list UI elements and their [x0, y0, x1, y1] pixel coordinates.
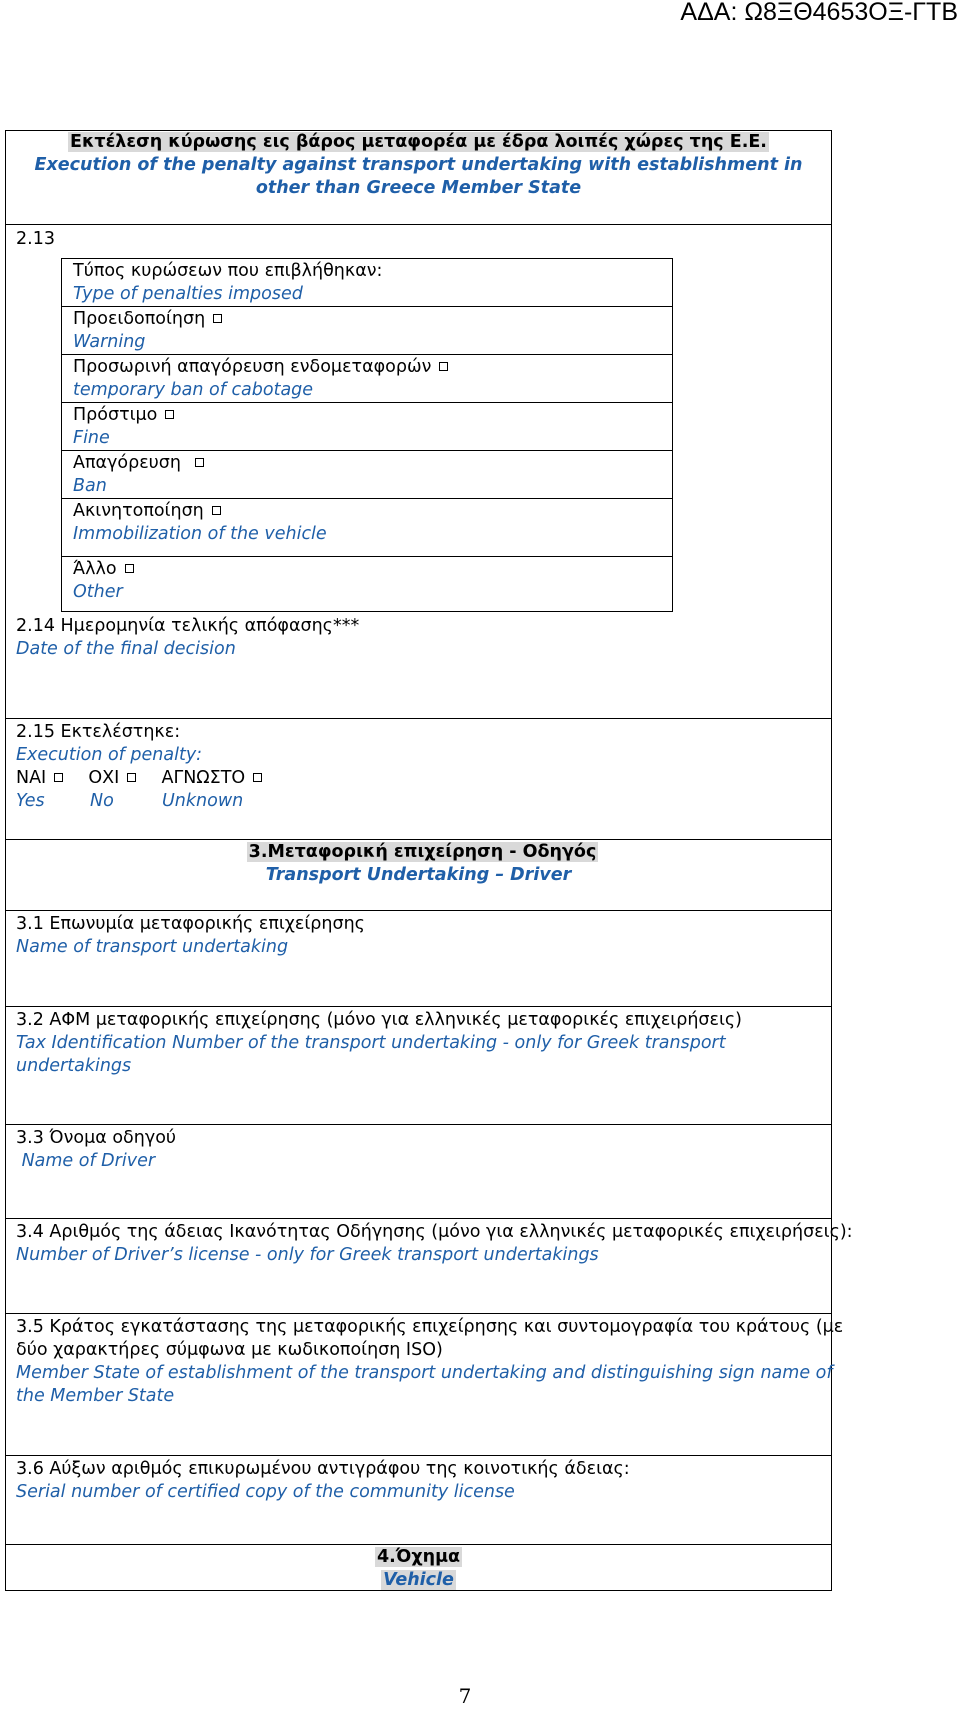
- option-label-greek: Προσωρινή απαγόρευση ενδομεταφορών: [73, 357, 432, 377]
- option-label-greek: Άλλο: [73, 559, 117, 579]
- row-divider: [5, 1313, 832, 1314]
- section-header-english-1: Execution of the penalty against transport undertaking with establishment in: [34, 155, 803, 175]
- section-header-english-2: other than Greece Member State: [255, 178, 582, 198]
- checkbox-yes[interactable]: [54, 773, 63, 782]
- item-36-greek: 3.6 Αύξων αριθμός επικυρωμένου αντιγράφου της κοινοτικής άδειας:: [16, 1459, 630, 1479]
- page-number: 7: [458, 1684, 472, 1708]
- option-label-greek: Απαγόρευση: [73, 453, 187, 473]
- penalty-option-other: [73, 558, 134, 604]
- checkbox[interactable]: [195, 458, 204, 467]
- document-id-header: ΑΔΑ: Ω8ΞΘ4653ΟΞ-ΓΤΒ: [680, 0, 958, 26]
- penalty-types-title-greek: Τύπος κυρώσεων που επιβλήθηκαν:: [73, 261, 383, 281]
- choice-unknown-english: Unknown: [162, 791, 244, 811]
- row-divider: [5, 839, 832, 840]
- item-214-greek: 2.14 Ημερομηνία τελικής απόφασης***: [16, 616, 360, 636]
- penalty-option-cabotage-ban: [73, 356, 448, 402]
- item-35: [16, 1316, 843, 1408]
- checkbox[interactable]: [439, 362, 448, 371]
- choice-yes-greek: ΝΑΙ: [16, 768, 47, 788]
- option-label-english: Ban: [73, 476, 107, 496]
- item-214: [16, 615, 359, 661]
- inner-divider: [61, 354, 673, 355]
- penalty-option-fine: [73, 404, 174, 450]
- section-4-header: [5, 1546, 832, 1592]
- item-36-english: Serial number of certified copy of the community license: [16, 1482, 515, 1502]
- choice-unknown-greek: ΑΓΝΩΣΤΟ: [161, 768, 246, 788]
- section-4-english: Vehicle: [383, 1570, 454, 1590]
- item-33-english: Name of Driver: [16, 1151, 156, 1171]
- section-header-greek: Εκτέλεση κύρωσης εις βάρος μεταφορέα με έδρα λοιπές χώρες της Ε.Ε.: [70, 132, 767, 152]
- penalty-option-warning: [73, 308, 222, 354]
- inner-divider: [61, 556, 673, 557]
- row-divider: [5, 718, 832, 719]
- row-divider: [5, 1124, 832, 1125]
- item-32-english-1: Tax Identification Number of the transport undertaking - only for Greek transport: [16, 1033, 726, 1053]
- item-32: [16, 1009, 742, 1078]
- section-4-greek: 4.Όχημα: [376, 1547, 461, 1567]
- item-32-english-2: undertakings: [16, 1056, 132, 1076]
- row-divider: [5, 224, 832, 225]
- item-213-number: 2.13: [16, 229, 55, 249]
- checkbox[interactable]: [165, 410, 174, 419]
- checkbox-no[interactable]: [127, 773, 136, 782]
- item-31-english: Name of transport undertaking: [16, 937, 289, 957]
- section-3-english: Transport Undertaking – Driver: [265, 865, 572, 885]
- item-35-greek-2: δύο χαρακτήρες σύμφωνα με κωδικοποίηση ISO): [16, 1340, 443, 1360]
- checkbox-unknown[interactable]: [253, 773, 262, 782]
- option-label-english: Other: [73, 582, 123, 602]
- row-divider: [5, 1544, 832, 1545]
- inner-divider: [61, 402, 673, 403]
- row-divider: [5, 1006, 832, 1007]
- item-215-english: Execution of penalty:: [16, 745, 203, 765]
- section-header: [5, 131, 832, 200]
- item-215: [16, 721, 262, 813]
- choice-no-english: No: [90, 791, 114, 811]
- item-35-english-1: Member State of establishment of the transport undertaking and distinguishing sign name of: [16, 1363, 833, 1383]
- item-35-greek-1: 3.5 Κράτος εγκατάστασης της μεταφορικής επιχείρησης και συντομογραφία του κράτους (με: [16, 1317, 844, 1337]
- row-divider: [5, 910, 832, 911]
- option-label-english: temporary ban of cabotage: [73, 380, 314, 400]
- section-3-header: [5, 841, 832, 887]
- option-label-english: Fine: [73, 428, 110, 448]
- item-36: [16, 1458, 630, 1504]
- checkbox[interactable]: [125, 564, 134, 573]
- item-214-english: Date of the final decision: [16, 639, 236, 659]
- item-215-greek: 2.15 Εκτελέστηκε:: [16, 722, 181, 742]
- choice-no-greek: ΟΧΙ: [88, 768, 120, 788]
- inner-divider: [61, 450, 673, 451]
- item-34-greek: 3.4 Αριθμός της άδειας Ικανότητας Οδήγησης (μόνο για ελληνικές μεταφορικές επιχειρήσεις):: [16, 1222, 853, 1242]
- row-divider: [5, 1218, 832, 1219]
- item-33: [16, 1127, 176, 1173]
- item-32-greek: 3.2 ΑΦΜ μεταφορικής επιχείρησης (μόνο για ελληνικές μεταφορικές επιχειρήσεις): [16, 1010, 742, 1030]
- section-3-greek: 3.Μεταφορική επιχείρηση - Οδηγός: [248, 842, 597, 862]
- choice-yes-english: Yes: [16, 791, 45, 811]
- option-label-english: Immobilization of the vehicle: [73, 524, 327, 544]
- row-divider: [5, 1455, 832, 1456]
- item-34: [16, 1221, 853, 1267]
- inner-divider: [61, 306, 673, 307]
- penalty-types-title-english: Type of penalties imposed: [73, 284, 303, 304]
- item-33-greek: 3.3 Όνομα οδηγού: [16, 1128, 177, 1148]
- option-label-greek: Ακινητοποίηση: [73, 501, 204, 521]
- penalty-option-ban: [73, 452, 204, 498]
- item-31-greek: 3.1 Επωνυμία μεταφορικής επιχείρησης: [16, 914, 365, 934]
- item-34-english: Number of Driver’s license - only for Greek transport undertakings: [16, 1245, 599, 1265]
- option-label-english: Warning: [73, 332, 146, 352]
- checkbox[interactable]: [212, 506, 221, 515]
- option-label-greek: Προειδοποίηση: [73, 309, 206, 329]
- item-35-english-2: the Member State: [16, 1386, 175, 1406]
- checkbox[interactable]: [213, 314, 222, 323]
- penalty-option-immobilization: [73, 500, 327, 546]
- inner-divider: [61, 498, 673, 499]
- item-31: [16, 913, 365, 959]
- penalty-types-title: [73, 260, 382, 306]
- option-label-greek: Πρόστιμο: [73, 405, 158, 425]
